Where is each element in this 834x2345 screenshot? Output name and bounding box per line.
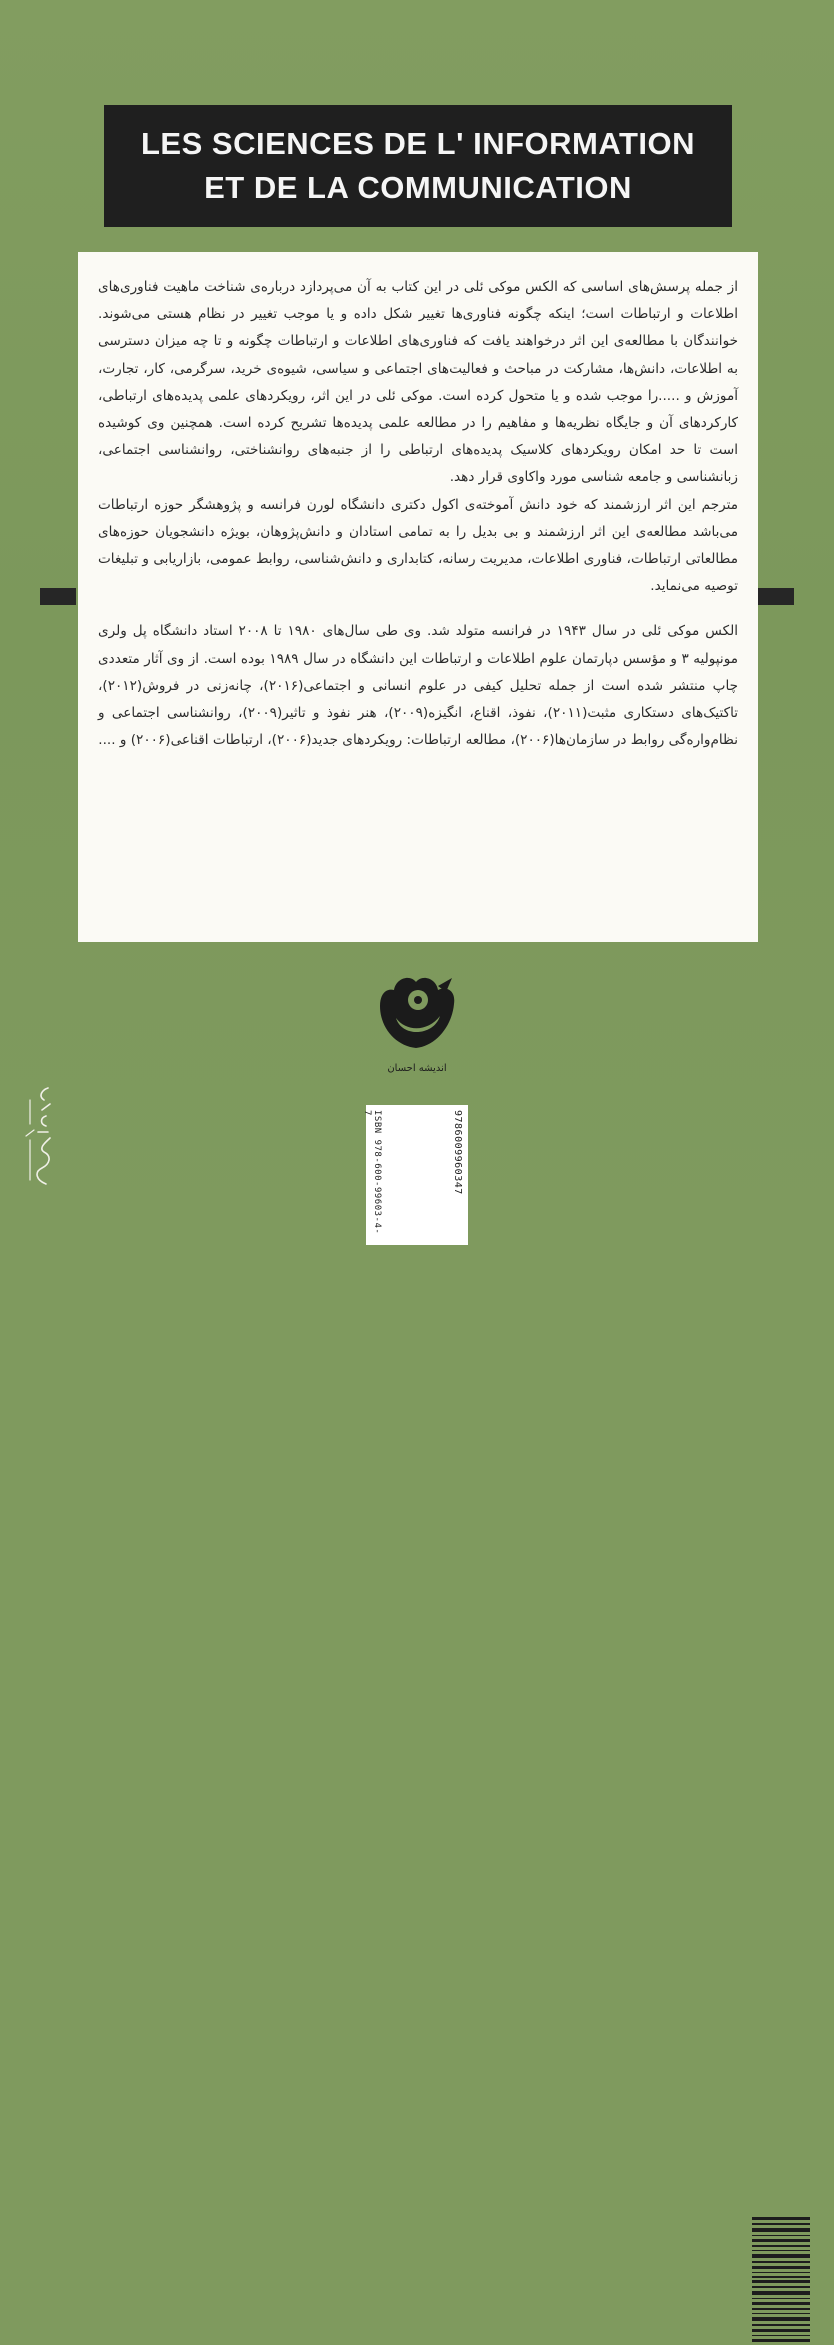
ean-number: 9786009960347 [452,1110,463,1195]
description-paragraph-2: مترجم این اثر ارزشمند که خود دانش آموخته‌ی اکول دکتری دانشگاه لورن فرانسه و پژوهشگر حوزه ارتباطات می‌باشد مطالعه‌ی این اثر ارزشمند و بی بدیل را به تمامی استادان و دانش‌پژوهان، بویژه دانشجویان حوزه‌های مطالعاتی ارتباطات، فناوری اطلاعات، مدیریت رسانه، کتابداری و دانش‌شناسی، روابط عمومی، بازاریابی و تبلیغات توصیه می‌نماید. [98,496,738,595]
title-line-2: ET DE LA COMMUNICATION [204,170,632,205]
description-paragraph-1: از جمله پرسش‌های اساسی که الکس موکی ئلی در این کتاب به آن می‌پردازد درباره‌ی شناخت ماهیت فناوری‌های اطلاعات و ارتباطات است؛ اینکه چگونه فناوری‌ها تغییر شکل داده و یا موجب تغییر در نظام هستی می‌شوند. خوانندگان با مطالعه‌ی این اثر درخواهند یافت که فناوری‌های اطلاعات و ارتباطات چگونه و تا چه میزان دسترسی به اطلاعات، دانش‌ها، مشارکت در مباحث و فعالیت‌های اجتماعی و سیاسی، شیوه‌ی خرید، سرگرمی، کار، تجارت، آموزش و .....را موجب شده و یا متحول کرده است. موکی ئلی در این اثر، رویکردهای علمی پدیده‌های ارتباطی، کارکردهای آن و جایگاه نظریه‌ها و مفاهیم را در مطالعه علمی پدیده‌ها تشریح کرده است. همچنین وی کوشیده است تا حد امکان رویکردهای کلاسیک پدیده‌های ارتباطی را از جنبه‌های روانشناختی، روانشناسی اجتماعی، زبانشناسی و جامعه شناسی مورد واکاوی قرار دهد. [98,279,738,486]
right-margin-mark [758,588,794,605]
title-line-1: LES SCIENCES DE L' INFORMATION [141,126,695,161]
isbn-number: ISBN 978-600-99603-4-7 [362,1110,382,1235]
signature-icon [16,1080,62,1190]
barcode-icon [752,2217,810,2345]
publisher-name: اندیشه احسان [387,1063,447,1074]
author-bio-paragraph: الکس موکی ئلی در سال ۱۹۴۳ در فرانسه متولد شد. وی طی سال‌های ۱۹۸۰ تا ۲۰۰۸ استاد دانشگاه پل ولری مونپولیه ۳ و مؤسس دپارتمان علوم اطلاعات و ارتباطات این دانشگاه در سال ۱۹۸۹ بوده است. از وی آثار متعددی چاپ منتشر شده است از جمله تحلیل کیفی در علوم انسانی و اجتماعی(۲۰۱۶)، چانه‌زنی در فروش(۲۰۱۲)، تاکتیک‌های دستکاری مثبت(۲۰۱۱)، نفوذ، اقناع، انگیزه(۲۰۰۹)، هنر نفوذ و تاثیر(۲۰۰۹)، روانشناسی اجتماعی و نظام‌واره‌گی روابط در سازمان‌ها(۲۰۰۶)، مطالعه ارتباطات: رویکردهای جدید(۲۰۰۶)، ارتباطات اقناعی(۲۰۰۶) و .... [98,623,738,749]
description-panel [78,252,758,942]
left-margin-mark [40,588,76,605]
title-banner [104,105,732,227]
